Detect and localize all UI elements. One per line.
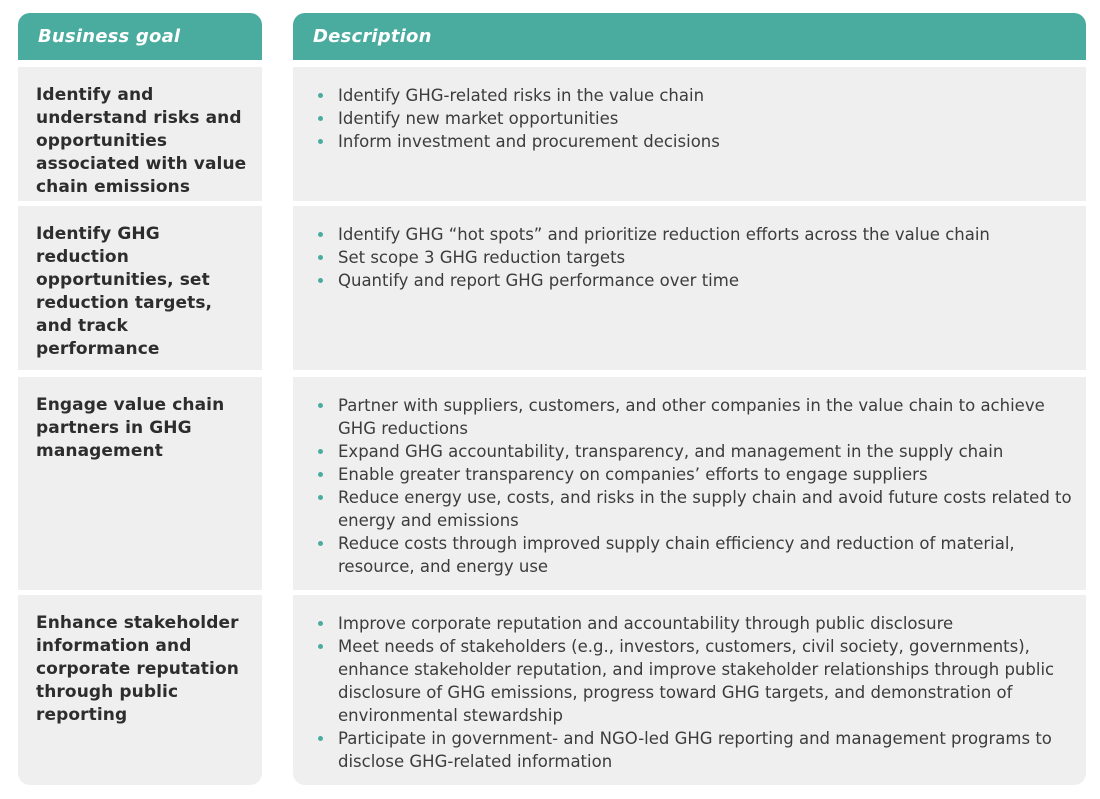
goal-text: Identify and understand risks and opportunities associated with value chain emissions: [36, 85, 247, 197]
business-goal-header: Business goal: [18, 13, 262, 60]
bullet-item: Identify GHG “hot spots” and prioritize reduction efforts across the value chain: [318, 223, 1076, 246]
bullet-item: Set scope 3 GHG reduction targets: [318, 246, 1076, 269]
bullet-item: Participate in government- and NGO-led GHG reporting and management programs to disclose GHG-related information: [318, 727, 1076, 773]
bullet-item: Reduce energy use, costs, and risks in the supply chain and avoid future costs related to energy and emissions: [318, 486, 1076, 532]
bullet-item: Reduce costs through improved supply chain efficiency and reduction of material, resource, and energy use: [318, 532, 1076, 578]
description-cell: [293, 206, 1086, 370]
goal-text: Identify GHG reduction opportunities, set reduction targets, and track performance: [36, 224, 213, 359]
description-header: Description: [293, 13, 1086, 60]
goal-text: Enhance stakeholder information and corporate reputation through public reporting: [36, 613, 239, 725]
bullet-item: Partner with suppliers, customers, and other companies in the value chain to achieve GHG reductions: [318, 394, 1076, 440]
bullet-list: [293, 206, 1086, 292]
bullet-list: [293, 67, 1086, 153]
bullet-item: Improve corporate reputation and accountability through public disclosure: [318, 612, 1076, 635]
bullet-list: [293, 377, 1086, 578]
goal-cell: [18, 377, 262, 590]
goal-cell: [18, 595, 262, 785]
description-cell: [293, 67, 1086, 201]
bullet-item: Identify GHG-related risks in the value chain: [318, 84, 1076, 107]
bullet-item: Quantify and report GHG performance over time: [318, 269, 1076, 292]
goal-cell: [18, 206, 262, 370]
bullet-item: Inform investment and procurement decisions: [318, 130, 1076, 153]
business-goal-column: [18, 13, 262, 725]
bullet-item: Expand GHG accountability, transparency, and management in the supply chain: [318, 440, 1076, 463]
goal-text: Engage value chain partners in GHG management: [36, 395, 225, 461]
goal-cell: [18, 67, 262, 201]
description-cell: [293, 595, 1086, 785]
bullet-item: Identify new market opportunities: [318, 107, 1076, 130]
bullet-item: Meet needs of stakeholders (e.g., investors, customers, civil society, governments), enhance stakeholder reputation, and improve stakeholder relationships through public disclosure of GHG emissions, progress toward GHG targets, and demonstration of environmental stewardship: [318, 635, 1076, 727]
description-column: [293, 13, 1086, 771]
bullet-item: Enable greater transparency on companies’ efforts to engage suppliers: [318, 463, 1076, 486]
description-cell: [293, 377, 1086, 590]
bullet-list: [293, 595, 1086, 773]
